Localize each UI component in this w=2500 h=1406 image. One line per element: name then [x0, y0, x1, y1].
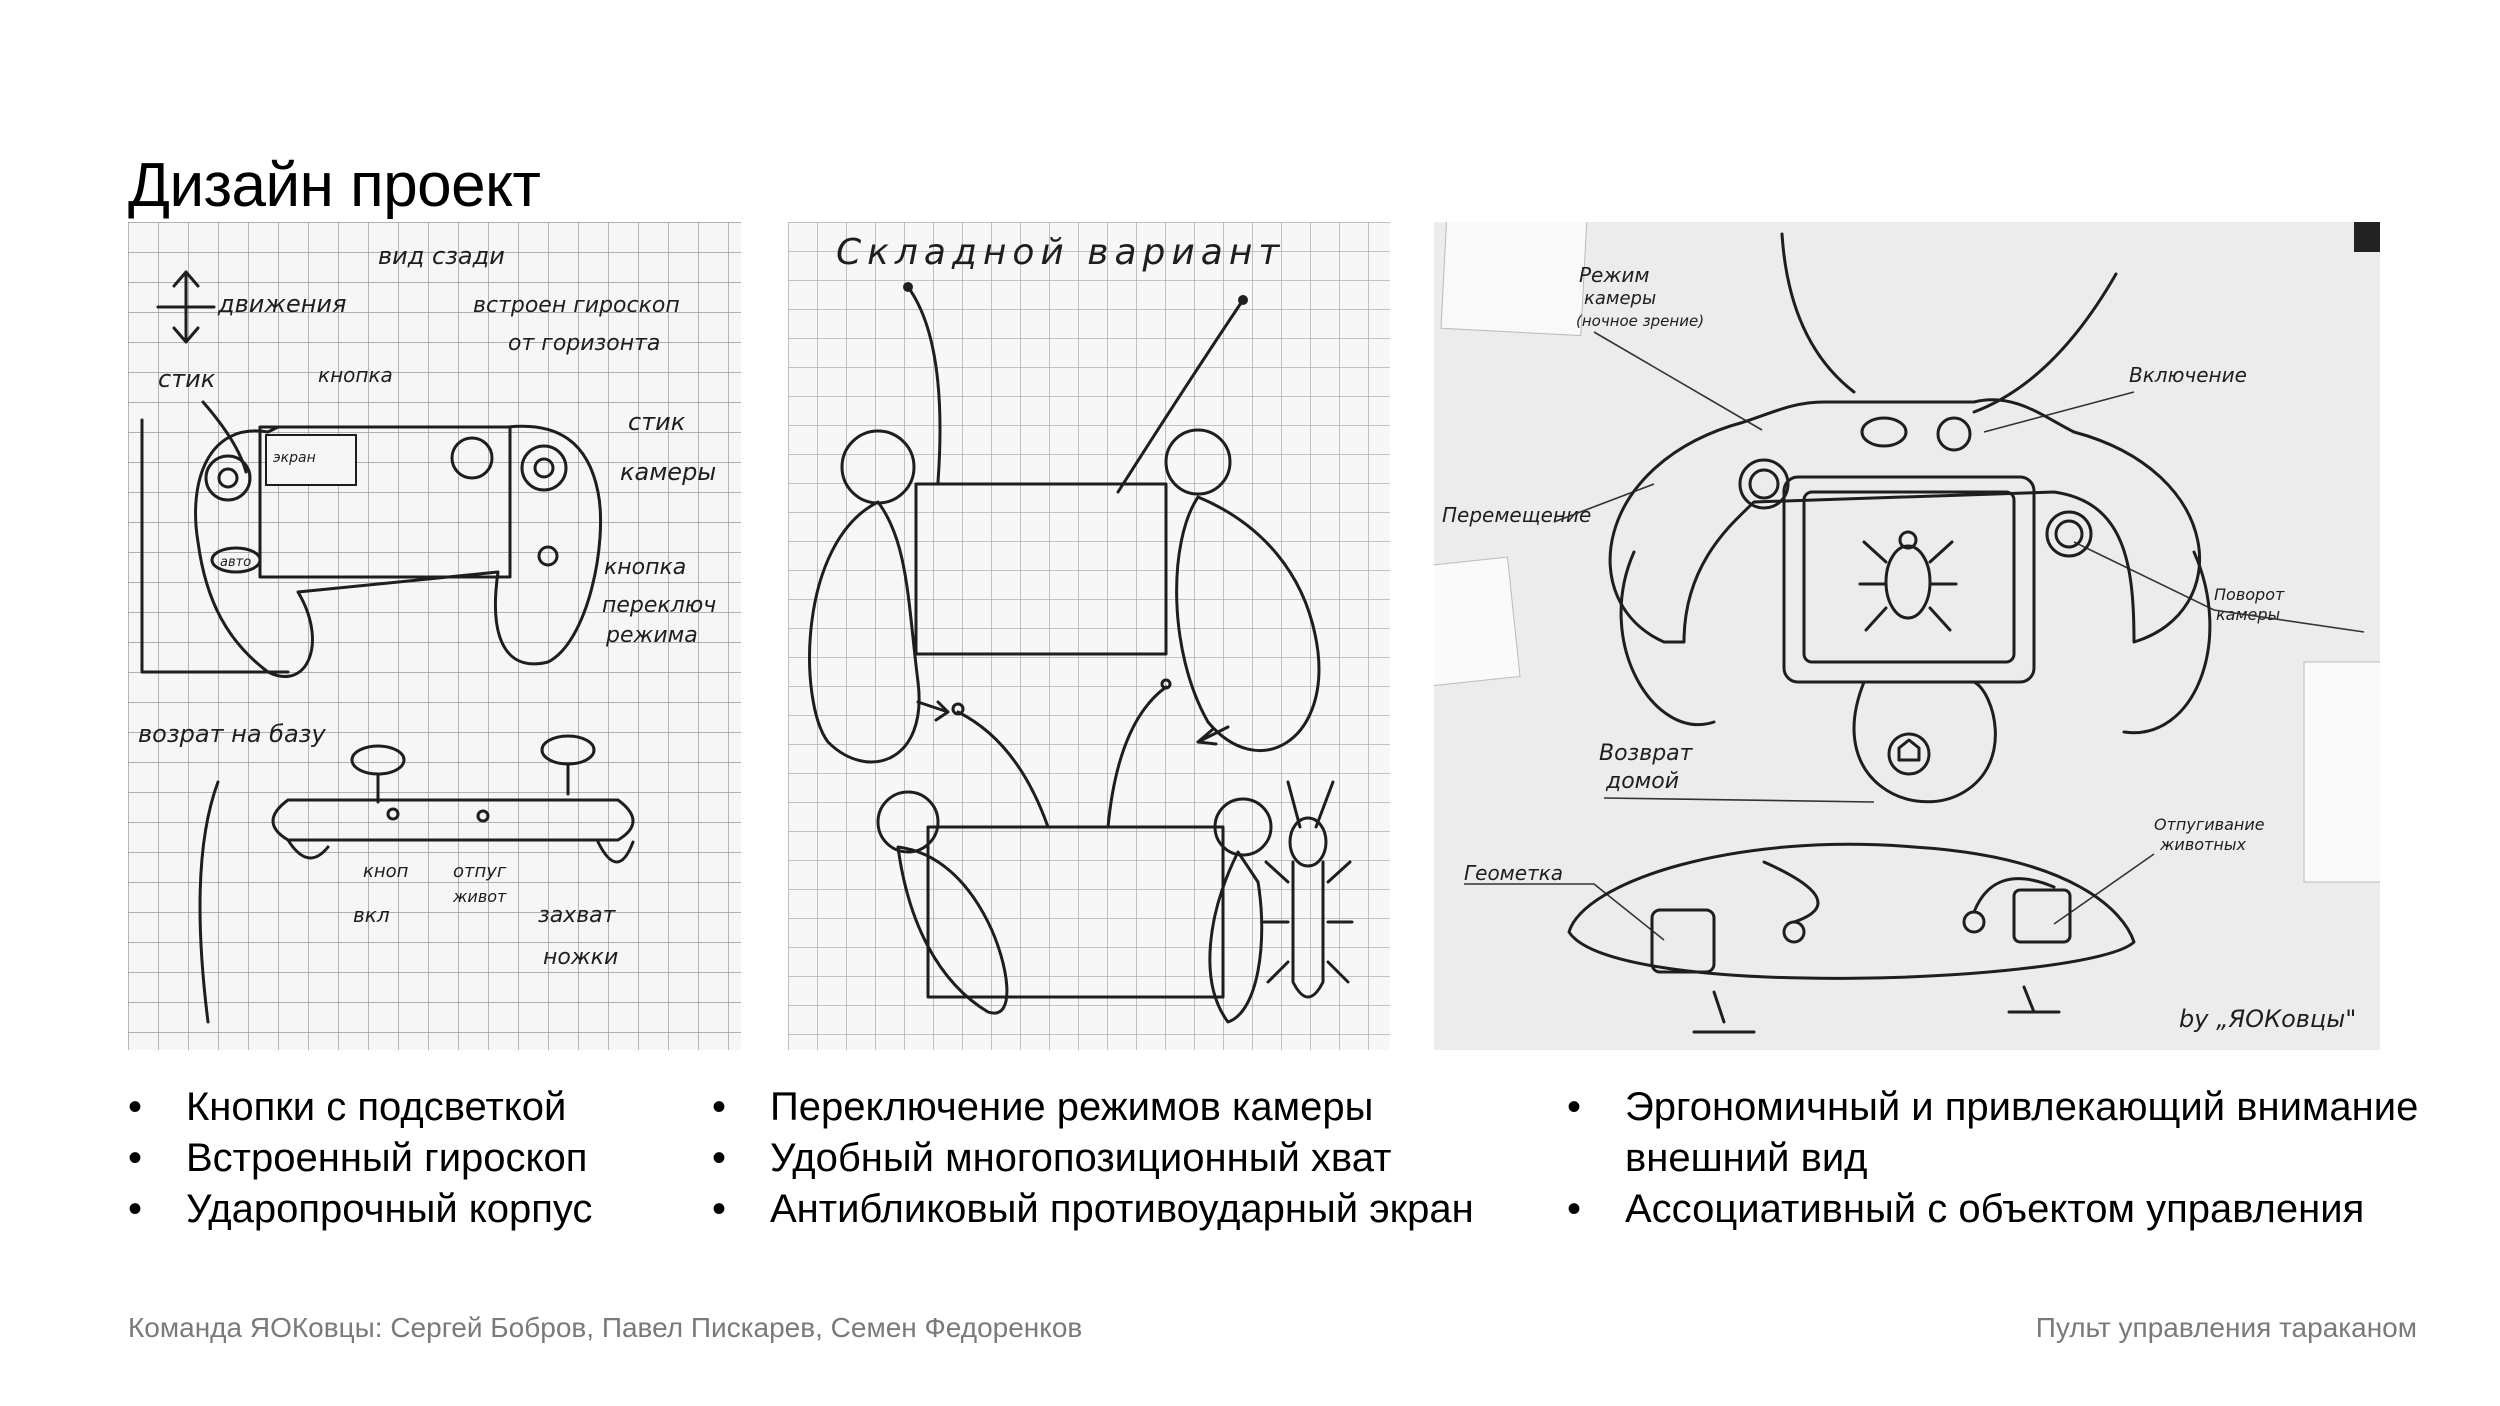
sketch-final-design — [1434, 222, 2380, 1050]
sketch-3-drawing — [1434, 222, 2380, 1050]
feature-list-2 — [712, 1082, 1572, 1235]
sketch1-camera-stick-label: стик — [628, 408, 686, 436]
feature-item: • Кнопки с подсветкой — [128, 1082, 728, 1133]
sketch-folding-variant — [788, 222, 1390, 1050]
sketch1-switch-label: переключ — [602, 593, 717, 618]
feature-item: • Ассоциативный с объектом управления — [1567, 1184, 2447, 1235]
sketch-controller-rear-view — [128, 222, 741, 1050]
page-title: Дизайн проект — [128, 151, 541, 220]
sketch-1-drawing — [128, 222, 741, 1050]
sketch3-camera-mode-label-2: камеры — [1584, 288, 1657, 309]
footer-project-name: Пульт управления тараканом — [2035, 1312, 2417, 1343]
sketch3-night-label: (ночное зрение) — [1576, 312, 1705, 330]
sketch1-hold-label: захват — [538, 903, 616, 928]
sketch1-stick-label: стик — [158, 365, 216, 393]
feature-item: • Переключение режимов камеры — [712, 1082, 1572, 1133]
sketch1-power-label-2: вкл — [353, 903, 390, 927]
feature-list-3 — [1567, 1082, 2447, 1235]
sketch1-switch-button-label: кнопка — [604, 555, 687, 580]
sketch1-button-label: кнопка — [318, 363, 393, 387]
sketch3-geomark-label: Геометка — [1464, 861, 1564, 885]
sketch3-return-label: Возврат — [1599, 741, 1693, 766]
sketch2-title: Складной вариант — [836, 232, 1286, 273]
sketch1-camera-label: камеры — [620, 458, 717, 486]
sketch1-movement-label: движения — [218, 290, 347, 318]
sketch1-hold-label-2: ножки — [543, 945, 619, 970]
sketch1-gyro-label: встроен гироскоп — [473, 293, 680, 318]
footer-team: Команда ЯОКовцы: Сергей Бобров, Павел Пискарев, Семен Федоренков — [128, 1312, 1083, 1343]
sketch3-return-label-2: домой — [1606, 769, 1680, 794]
sketch3-power-label: Включение — [2129, 363, 2247, 387]
sketch1-horizon-label: от горизонта — [508, 331, 661, 356]
sketch1-return-label: возрат на базу — [138, 720, 326, 748]
feature-item: • Эргономичный и привлекающий внимание внешний вид — [1567, 1082, 2447, 1184]
feature-item: • Антибликовый противоударный экран — [712, 1184, 1572, 1235]
sketch3-rotate-label-2: камеры — [2216, 605, 2281, 624]
sketch3-camera-mode-label: Режим — [1579, 263, 1650, 287]
feature-list-1 — [128, 1082, 728, 1235]
feature-item: • Ударопрочный корпус — [128, 1184, 728, 1235]
sketch1-top-label: вид сзади — [378, 242, 505, 270]
sketch3-signature: by „ЯОКовцы" — [2179, 1005, 2357, 1033]
feature-item: • Встроенный гироскоп — [128, 1133, 728, 1184]
sketch1-power-label: кноп — [363, 861, 409, 882]
svg-text:авто: авто — [220, 555, 252, 570]
sketch1-scare-label-2: живот — [453, 887, 507, 906]
sketch1-screen-note: экран — [273, 450, 316, 466]
sketch3-scare-label-2: животных — [2160, 835, 2246, 854]
sketch-2-drawing — [788, 222, 1390, 1050]
feature-item: • Удобный многопозиционный хват — [712, 1133, 1572, 1184]
sketch3-rotate-label: Поворот — [2214, 585, 2285, 604]
sketch1-mode-label: режима — [606, 623, 698, 648]
sketch3-scare-label: Отпугивание — [2154, 815, 2265, 834]
sketch3-move-label: Перемещение — [1442, 503, 1592, 527]
sketch1-scare-label: отпуг — [453, 861, 507, 882]
